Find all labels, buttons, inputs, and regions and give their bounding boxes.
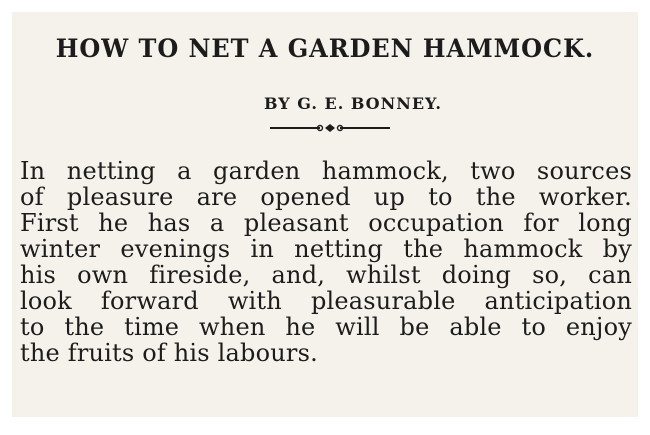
- article-title: HOW TO NET A GARDEN HAMMOCK.: [55, 34, 595, 63]
- body-line: winter evenings in netting the hammock by: [20, 235, 632, 263]
- body-line: look forward with pleasurable anticipation: [20, 287, 632, 315]
- body-line: of pleasure are opened up to the worker.: [20, 183, 632, 211]
- body-line: the fruits of his labours.: [20, 339, 318, 367]
- body-line: his own fireside, and, whilst doing so, can: [20, 261, 632, 289]
- body-line: to the time when he will be able to enjoy: [20, 313, 632, 341]
- article-body: [20, 158, 632, 366]
- article-byline: BY G. E. BONNEY.: [264, 94, 442, 113]
- body-line: In netting a garden hammock, two sources: [20, 157, 632, 185]
- decorative-rule-ornament: [270, 122, 390, 134]
- article-page: [12, 12, 638, 417]
- body-line: First he has a pleasant occupation for long: [20, 209, 632, 237]
